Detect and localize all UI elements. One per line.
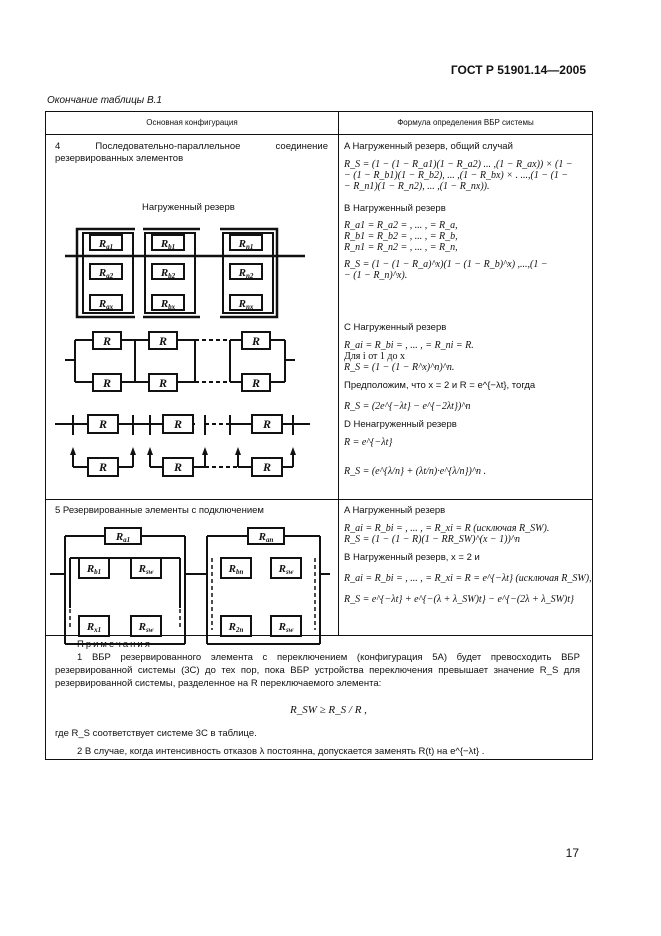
row5-b-formula-2: R_S = e^{−λt} + e^{−(λ + λ_SW)t} − e^{−(2λ + λ_SW)t} — [344, 594, 575, 605]
svg-text:R: R — [158, 376, 168, 390]
svg-text:R: R — [102, 376, 112, 390]
svg-text:R: R — [158, 334, 168, 348]
label-rb2: Rb2 — [160, 267, 176, 280]
row4-a-formula-1: R_S = (1 − (1 − R_a1)(1 − R_a2) ... ,(1 − R_ax)) × (1 − — [344, 159, 573, 170]
row4-diagrams — [45, 215, 337, 495]
row4-b-formula-1: R_a1 = R_a2 = , ... , = R_a, — [344, 220, 458, 231]
row4-d-formula-1: R = e^{−λt} — [344, 437, 393, 448]
svg-text:R: R — [173, 417, 183, 431]
svg-text:Rsw: Rsw — [138, 621, 154, 634]
svg-text:Rbn: Rbn — [228, 563, 244, 576]
table-caption: Окончание таблицы В.1 — [47, 95, 162, 106]
note-1-formula: R_SW ≥ R_S / R , — [290, 704, 367, 716]
svg-text:Rsw: Rsw — [278, 563, 294, 576]
row4-c-formula-1: R_ai = R_bi = , ... , = R_ni = R. — [344, 340, 474, 351]
label-rn1: Rn1 — [238, 238, 254, 251]
col-header-formula: Формула определения ВБР системы — [397, 118, 534, 127]
svg-text:R2n: R2n — [228, 621, 244, 634]
row4-b-formula-4: R_S = (1 − (1 − R_a)^x)(1 − (1 − R_b)^x) ,...,(1 − — [344, 259, 548, 270]
label-rnx: Rnx — [238, 298, 254, 311]
notes-heading: Примечания — [77, 639, 152, 650]
svg-text:R: R — [251, 334, 261, 348]
row4-b-title: B Нагруженный резерв — [344, 203, 446, 214]
row4-c-formula-5: R_S = (2e^{−λt} − e^{−2λt})^n — [344, 401, 471, 412]
row4-c-formula-3: R_S = (1 − (1 − R^x)^n)^n. — [344, 362, 455, 373]
label-rax: Rax — [98, 298, 114, 311]
row5-title: 5 Резервированные элементы с подключением — [55, 505, 264, 516]
svg-text:R: R — [98, 417, 108, 431]
label-rb1: Rb1 — [160, 238, 176, 251]
svg-text:R: R — [98, 460, 108, 474]
note-2: 2 В случае, когда интенсивность отказов λ постоянна, допускается заменять R(t) на e^{−λt} . — [77, 746, 485, 757]
row5-diagram — [45, 520, 337, 650]
row4-d-title: D Ненагруженный резерв — [344, 419, 457, 430]
label-ra1: Ra1 — [98, 238, 114, 251]
svg-text:R: R — [251, 376, 261, 390]
svg-text:R: R — [262, 417, 272, 431]
page-number: 17 — [565, 846, 579, 860]
svg-text:Rsw: Rsw — [278, 621, 294, 634]
svg-text:Ra1: Ra1 — [115, 531, 131, 544]
label-rbx: Rbx — [160, 298, 176, 311]
row4-c-formula-4: Предположим, что x = 2 и R = e^{−λt}, тогда — [344, 380, 536, 391]
row4-a-formula-2: − (1 − R_b1)(1 − R_b2), ... ,(1 − R_bx) × . ...,(1 − (1 − — [344, 170, 569, 181]
svg-text:R: R — [262, 460, 272, 474]
row4-title: 4 Последовательно-параллельное соединение резервированных элементов — [55, 141, 328, 164]
svg-text:Rsw: Rsw — [138, 563, 154, 576]
row4-a-formula-3: − R_n1)(1 − R_n2), ... ,(1 − R_nx)). — [344, 181, 490, 192]
row5-a-formula-1: R_ai = R_bi = , ... , = R_xi = R (исключая R_SW). — [344, 523, 550, 534]
row5-b-title: B Нагруженный резерв, x = 2 и — [344, 552, 480, 563]
row4-d-formula-2: R_S = (e^{λ/n} + (λt/n)·e^{λ/n})^n . — [344, 466, 487, 477]
row4-c-formula-2: Для i от 1 до x — [344, 351, 406, 362]
svg-text:Rx1: Rx1 — [86, 621, 102, 634]
label-ra2: Ra2 — [98, 267, 114, 280]
note-1: 1 ВБР резервированного элемента с переключением (конфигурация 5А) будет превосходить ВБР резервированной системы (3С) до тех пор, пока ВБР устройства переключения превышает значение R_S для резервированной системы, разделенное на R переключаемого элемента: — [55, 652, 580, 689]
svg-text:R: R — [102, 334, 112, 348]
svg-text:Rb1: Rb1 — [86, 563, 102, 576]
row4-c-title: C Нагруженный резерв — [344, 322, 447, 333]
label-rn2: Rn2 — [238, 267, 254, 280]
row4-b-formula-5: − (1 − R_n)^x). — [344, 270, 408, 281]
col-header-config: Основная конфигурация — [146, 118, 238, 127]
note-1-after: где R_S соответствует системе 3С в таблице. — [55, 728, 257, 739]
document-code: ГОСТ Р 51901.14—2005 — [450, 63, 586, 77]
row5-a-formula-2: R_S = (1 − (1 − R)(1 − RR_SW)^(x − 1))^n — [344, 534, 521, 545]
row4-b-formula-2: R_b1 = R_b2 = , ... , = R_b, — [344, 231, 458, 242]
svg-text:R: R — [173, 460, 183, 474]
diagram-label: Нагруженный резерв — [142, 202, 235, 213]
row4-a-title: A Нагруженный резерв, общий случай — [344, 141, 513, 152]
row5-b-formula-1: R_ai = R_bi = , ... , = R_xi = R = e^{−λt} (исключая R_SW), — [344, 573, 592, 584]
row4-b-formula-3: R_n1 = R_n2 = , ... , = R_n, — [344, 242, 458, 253]
svg-text:Ran: Ran — [258, 531, 274, 544]
row5-a-title: A Нагруженный резерв — [344, 505, 446, 516]
